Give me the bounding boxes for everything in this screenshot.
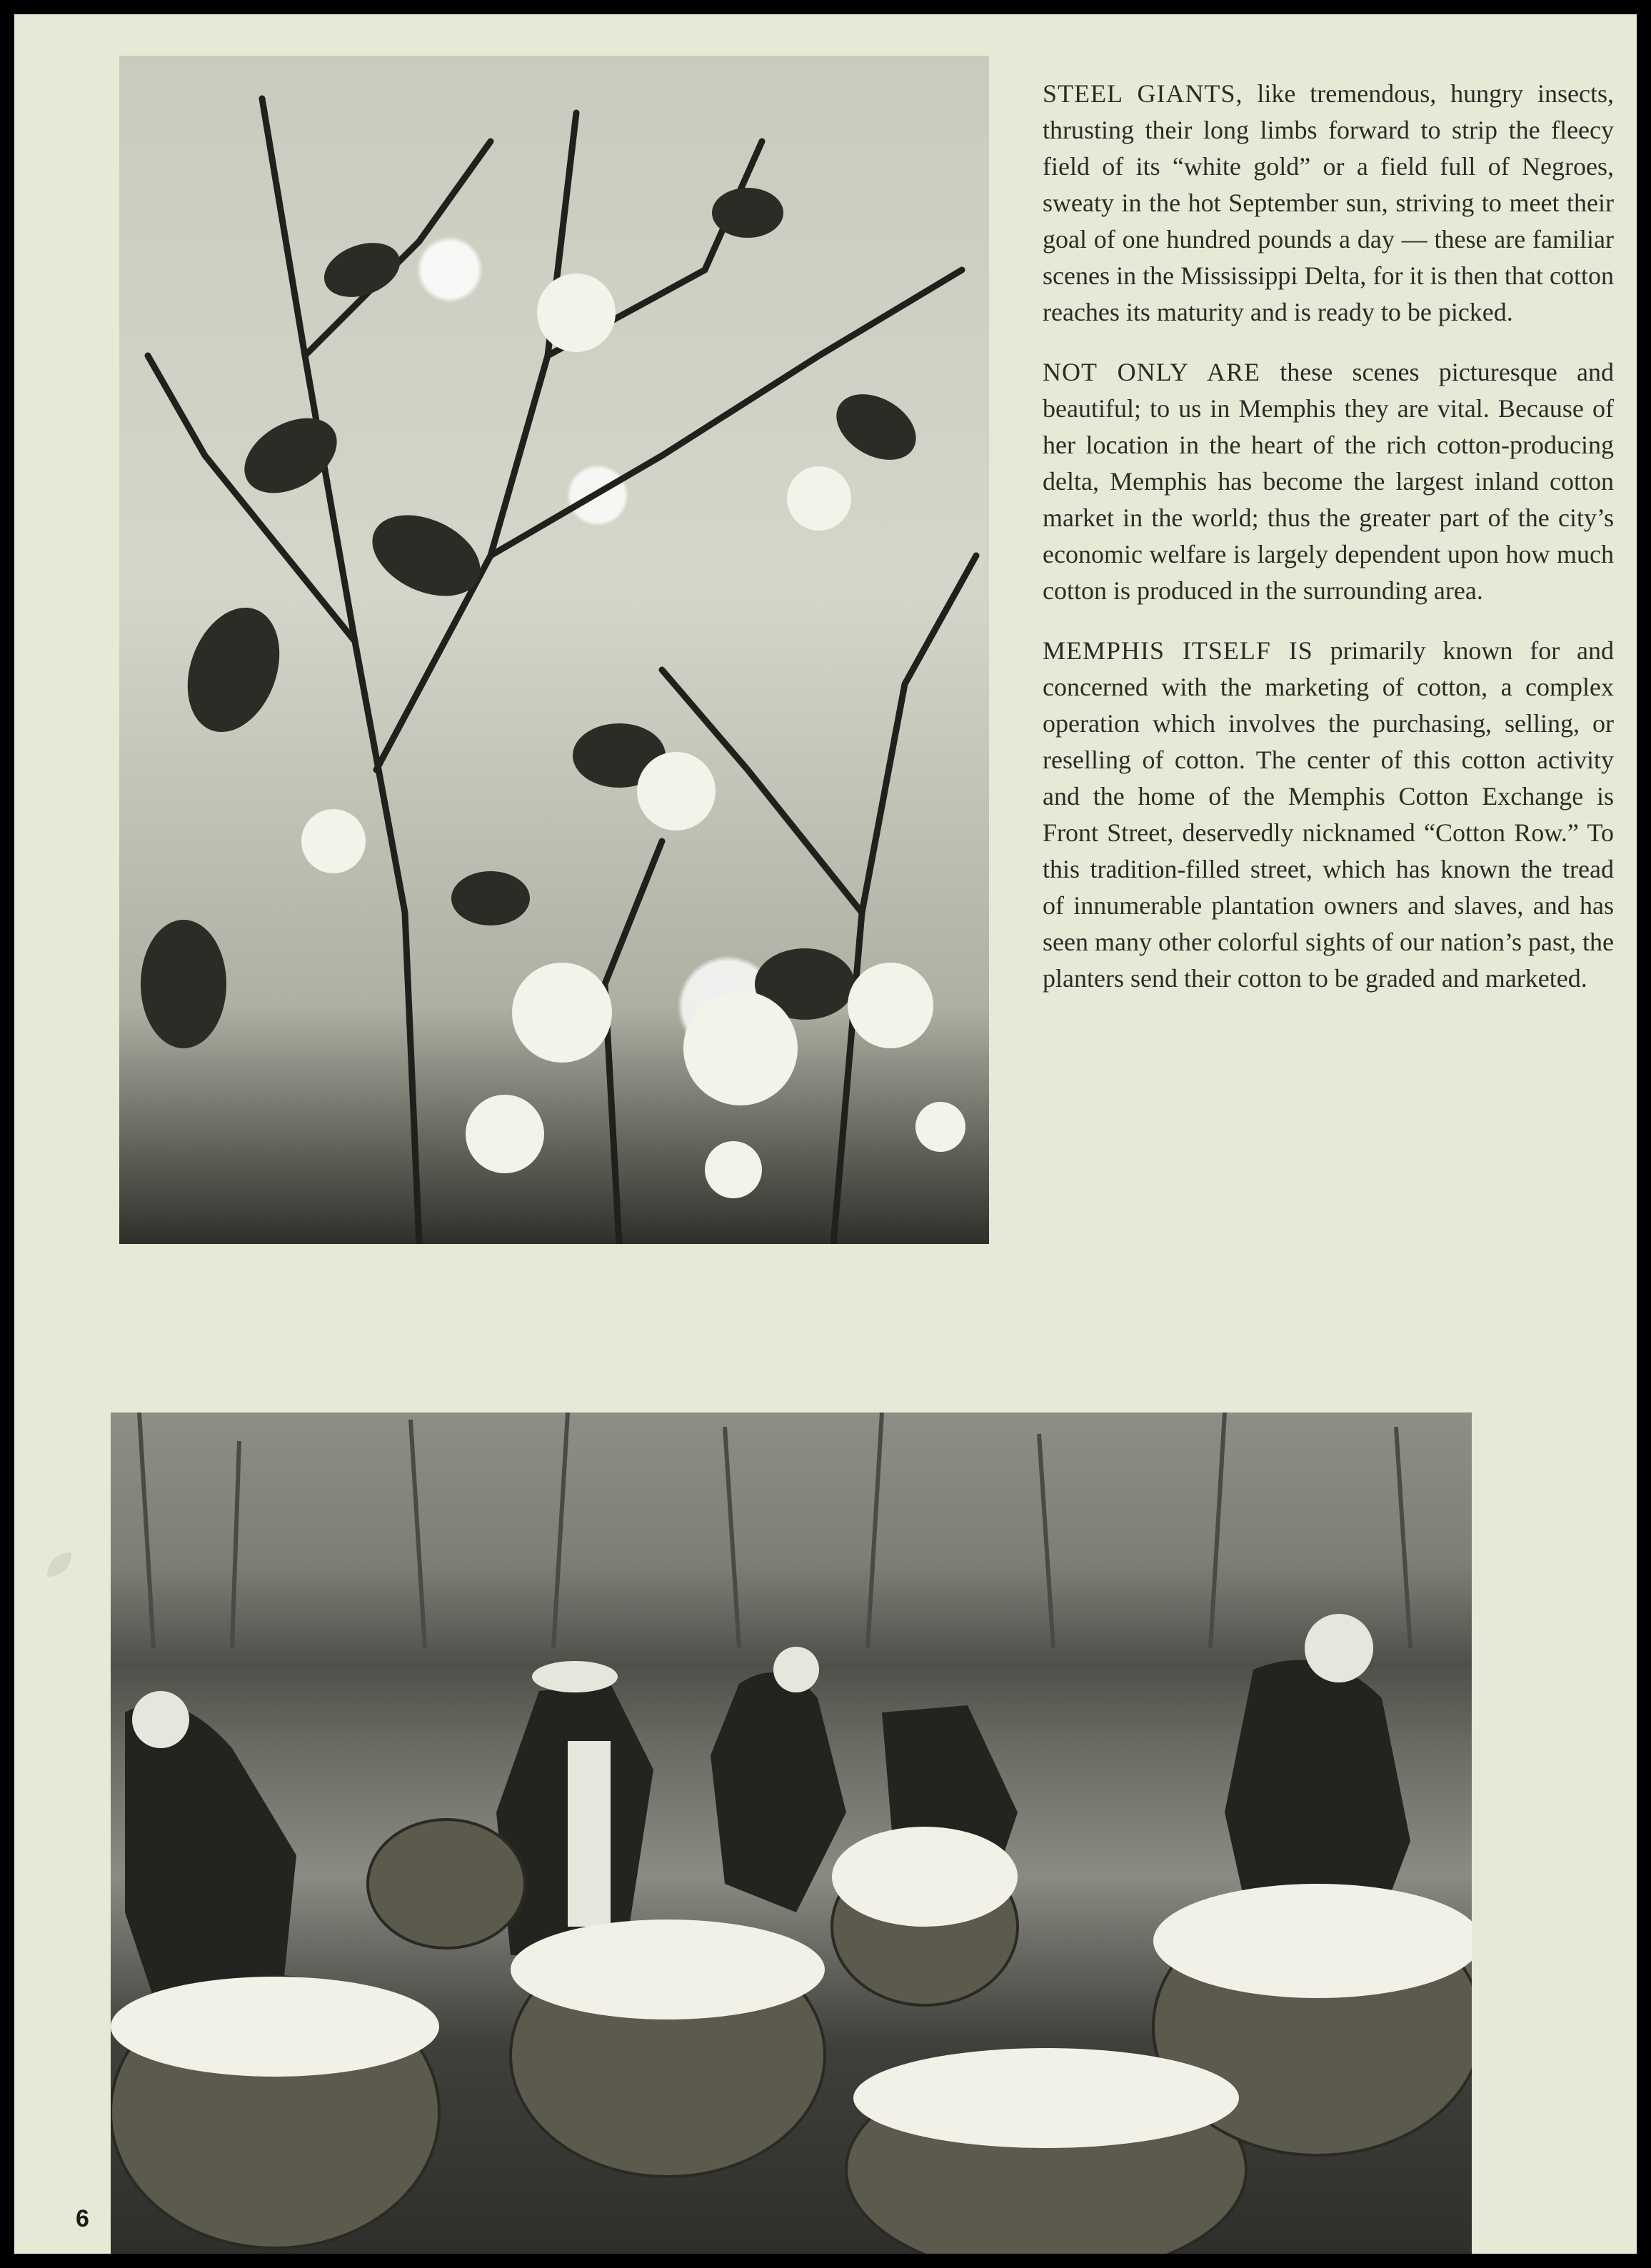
paragraph-body: these scenes picturesque and beautiful; to us in Memphis they are vital. Because of her location in the heart of the rich cotton-producing delta, Memphis has become the largest inland cotton market in the world; thus the greater part of the city’s economic welfare is largely dependent upon how much cotton is produced in the surrounding area. — [1043, 358, 1614, 605]
paragraph-steel-giants — [1043, 76, 1614, 331]
paragraph-body: like tremendous, hungry insects, thrusting their long limbs forward to strip the fleecy field of its “white gold” or a field full of Negroes, sweaty in the hot September sun, striving to meet their goal of one hundred pounds a day — these are familiar scenes in the Mississippi Delta, for it is then that cotton reaches its maturity and is ready to be picked. — [1043, 79, 1614, 326]
paragraph-lead: MEMPHIS ITSELF IS — [1043, 636, 1313, 665]
cotton-plant-photo — [119, 56, 989, 1244]
paragraph-lead: NOT ONLY ARE — [1043, 358, 1260, 386]
page-number: 6 — [76, 2205, 89, 2232]
cotton-pickers-photo — [111, 1413, 1472, 2254]
leaf-icon — [44, 1550, 74, 1580]
yearbook-page — [14, 14, 1637, 2254]
paragraph-memphis-itself — [1043, 633, 1614, 997]
article-text — [1043, 76, 1614, 1020]
cotton-field-illustration — [111, 1413, 1472, 2254]
paragraph-not-only — [1043, 354, 1614, 609]
paragraph-lead: STEEL GIANTS, — [1043, 79, 1243, 108]
cotton-plant-illustration — [119, 56, 989, 1244]
paragraph-body: primarily known for and concerned with the marketing of cotton, a complex operation which involves the purchasing, selling, or reselling of cotton. The center of this cotton activity and the home of the Memphis Cotton Exchange is Front Street, deservedly nicknamed “Cotton Row.” To this tradition-filled street, which has known the tread of innumerable plantation owners and slaves, and has seen many other colorful sights of our nation’s past, the planters send their cotton to be graded and marketed. — [1043, 636, 1614, 993]
